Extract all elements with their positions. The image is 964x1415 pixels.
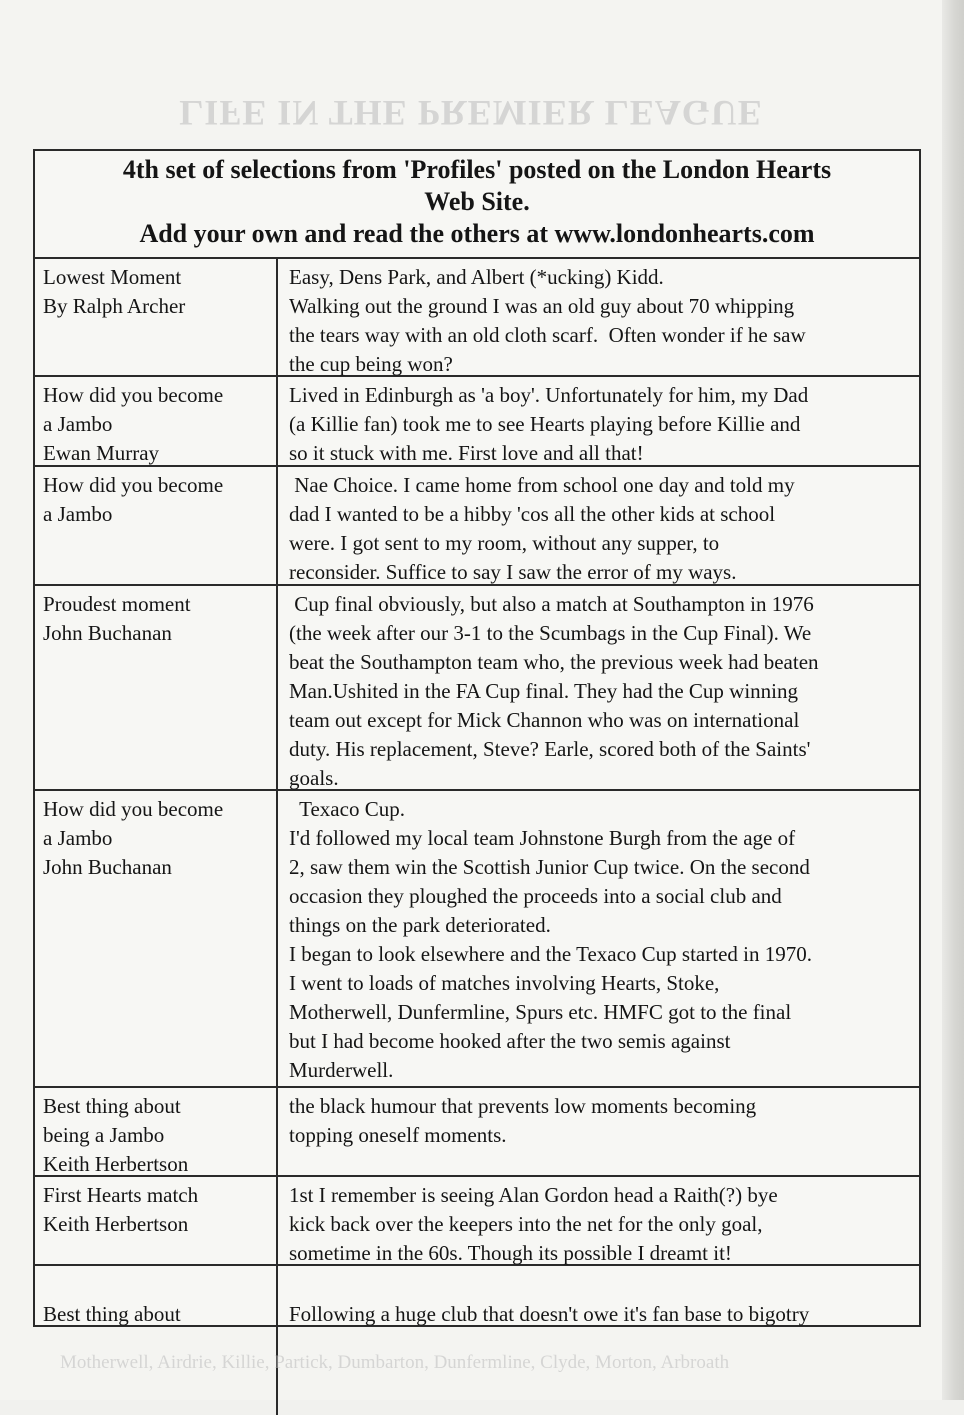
profiles-table: [35, 259, 919, 1415]
profile-answer-line: dad I wanted to be a hibby 'cos all the other kids at school: [289, 502, 776, 526]
profile-answer-cell: [278, 1177, 919, 1264]
profile-question-line: By Ralph Archer: [43, 294, 186, 318]
profile-question-cell: [35, 467, 278, 584]
show-through-heading: [0, 92, 942, 134]
profile-question-cell: [35, 1088, 278, 1175]
page-edge: [942, 0, 964, 1400]
profile-answer-line: Cup final obviously, but also a match at Southampton in 1976: [289, 592, 814, 616]
profile-question-line: John Buchanan: [43, 855, 172, 879]
profile-question-line: Best thing about: [43, 1302, 181, 1326]
table-row: [35, 1266, 919, 1415]
profile-question-cell: [35, 1266, 278, 1415]
profile-answer-line: topping oneself moments.: [289, 1123, 507, 1147]
profile-question-line: John Buchanan: [43, 621, 172, 645]
profile-question-line: How did you become: [43, 383, 224, 407]
profile-question-cell: [35, 1177, 278, 1264]
profile-answer-line: Nae Choice. I came home from school one day and told my: [289, 473, 795, 497]
profile-answer-line: the black humour that prevents low moments becoming: [289, 1094, 757, 1118]
profile-question-cell: [35, 586, 278, 789]
profile-answer-line: reconsider. Suffice to say I saw the error of my ways.: [289, 560, 737, 584]
profile-question-line: Keith Herbertson: [43, 1212, 189, 1236]
profile-question-line: a Jambo: [43, 412, 113, 436]
table-row: [35, 467, 919, 586]
show-through-footer-text: Motherwell, Airdrie, Killie, Partick, Dumbarton, Dunfermline, Clyde, Morton, Arbroath: [60, 1352, 730, 1373]
profile-answer-line: Murderwell.: [289, 1058, 394, 1082]
profile-answer-line: sometime in the 60s. Though its possible I dreamt it!: [289, 1241, 732, 1265]
profile-answer-cell: [278, 791, 919, 1086]
profile-question-line: Proudest moment: [43, 592, 191, 616]
profile-question-line: being a Jambo: [43, 1123, 165, 1147]
profile-answer-line: beat the Southampton team who, the previous week had beaten: [289, 650, 819, 674]
profile-answer-cell: [278, 586, 919, 789]
profile-answer-cell: [278, 467, 919, 584]
profile-answer-line: Motherwell, Dunfermline, Spurs etc. HMFC got to the final: [289, 1000, 792, 1024]
profile-answer-line: things on the park deteriorated.: [289, 913, 551, 937]
profiles-panel: [33, 149, 921, 1327]
profile-question-line: How did you become: [43, 797, 224, 821]
profile-answer-line: occasion they ploughed the proceeds into a social club and: [289, 884, 782, 908]
profile-answer-line: goals.: [289, 766, 339, 790]
profile-answer-line: Texaco Cup.: [289, 797, 405, 821]
profile-answer-line: 2, saw them win the Scottish Junior Cup twice. On the second: [289, 855, 810, 879]
profile-answer-line: duty. His replacement, Steve? Earle, scored both of the Saints': [289, 737, 811, 761]
profile-answer-cell: [278, 1088, 919, 1175]
profile-question-cell: [35, 791, 278, 1086]
profile-answer-line: the cup being won?: [289, 352, 453, 376]
profile-question-line: Lowest Moment: [43, 265, 182, 289]
profile-answer-cell: [278, 1266, 919, 1415]
profile-question-cell: [35, 377, 278, 465]
profile-question-line: Keith Herbertson: [43, 1152, 189, 1176]
profile-answer-line: kick back over the keepers into the net for the only goal,: [289, 1212, 763, 1236]
profile-question-cell: [35, 259, 278, 375]
profile-answer-line: (a Killie fan) took me to see Hearts playing before Killie and: [289, 412, 801, 436]
panel-header: [35, 151, 919, 259]
header-line-3: Add your own and read the others at www.londonhearts.com: [139, 219, 815, 248]
profile-answer-line: I'd followed my local team Johnstone Burgh from the age of: [289, 826, 796, 850]
profile-answer-line: I began to look elsewhere and the Texaco Cup started in 1970.: [289, 942, 812, 966]
profile-question-line: a Jambo: [43, 826, 113, 850]
table-row: [35, 377, 919, 467]
profile-answer-line: Walking out the ground I was an old guy about 70 whipping: [289, 294, 795, 318]
table-row: [35, 259, 919, 377]
profile-answer-line: I went to loads of matches involving Hearts, Stoke,: [289, 971, 720, 995]
table-row: [35, 586, 919, 791]
show-through-footer: [60, 1348, 920, 1378]
header-line-2: Web Site.: [424, 187, 530, 216]
profile-answer-line: Following a huge club that doesn't owe it's fan base to bigotry: [289, 1302, 810, 1326]
profile-answer-line: were. I got sent to my room, without any supper, to: [289, 531, 720, 555]
profile-answer-cell: [278, 259, 919, 375]
table-row: [35, 791, 919, 1088]
profile-answer-line: so it stuck with me. First love and all that!: [289, 441, 644, 465]
table-row: [35, 1088, 919, 1177]
profile-answer-line: but I had become hooked after the two semis against: [289, 1029, 731, 1053]
profile-question-line: How did you become: [43, 473, 224, 497]
profile-question-line: Best thing about: [43, 1094, 181, 1118]
table-row: [35, 1177, 919, 1266]
profile-answer-line: the tears way with an old cloth scarf. Often wonder if he saw: [289, 323, 806, 347]
profile-question-line: First Hearts match: [43, 1183, 199, 1207]
profile-answer-line: team out except for Mick Channon who was on international: [289, 708, 800, 732]
profile-question-line: Ewan Murray: [43, 441, 160, 465]
profile-answer-cell: [278, 377, 919, 465]
profile-answer-line: Lived in Edinburgh as 'a boy'. Unfortunately for him, my Dad: [289, 383, 809, 407]
show-through-heading-text: LIFE IN THE PREMIER LEAGUE: [179, 93, 763, 133]
profile-answer-line: 1st I remember is seeing Alan Gordon head a Raith(?) bye: [289, 1183, 778, 1207]
profile-question-line: a Jambo: [43, 502, 113, 526]
profile-answer-line: (the week after our 3-1 to the Scumbags in the Cup Final). We: [289, 621, 812, 645]
profile-answer-line: Man.Ushited in the FA Cup final. They had the Cup winning: [289, 679, 799, 703]
profile-answer-line: Easy, Dens Park, and Albert (*ucking) Kidd.: [289, 265, 664, 289]
header-line-1: 4th set of selections from 'Profiles' posted on the London Hearts: [122, 155, 832, 184]
